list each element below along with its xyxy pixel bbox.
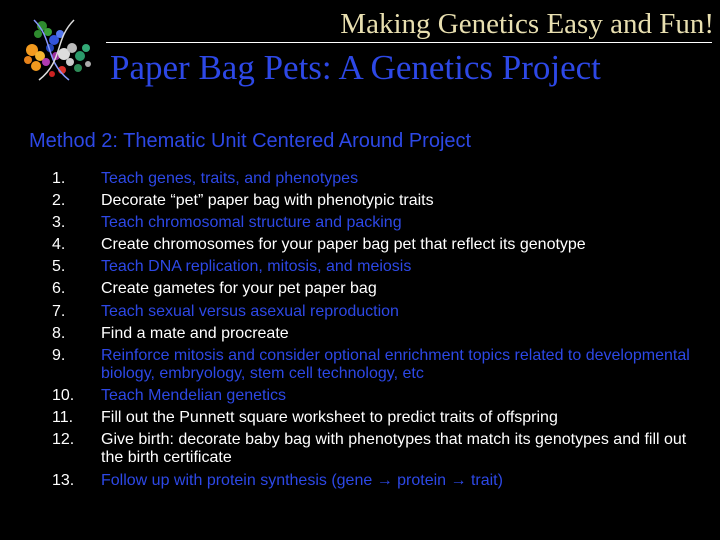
steps-list — [0, 170, 720, 494]
method-heading: Method 2: Thematic Unit Centered Around Project — [29, 130, 472, 152]
step-text: Follow up with protein synthesis (gene → protein → trait) — [101, 471, 503, 489]
step-text: Create chromosomes for your paper bag pet that reflect its genotype — [101, 236, 586, 254]
step-number: 8. — [52, 324, 66, 342]
step-text: Create gametes for your pet paper bag — [101, 280, 377, 298]
step-text: Decorate “pet” paper bag with phenotypic traits — [101, 192, 434, 210]
step-text: Teach Mendelian genetics — [101, 387, 287, 405]
step-number: 6. — [52, 280, 66, 298]
step-number: 10. — [52, 387, 75, 405]
step-item — [0, 258, 720, 276]
step-item — [0, 236, 720, 254]
step-number: 12. — [52, 431, 75, 449]
step-text: Teach DNA replication, mitosis, and meiosis — [101, 258, 412, 276]
step-number: 13. — [52, 471, 75, 489]
step-item — [0, 325, 720, 343]
dna-logo-icon — [14, 10, 106, 90]
step-text: Find a mate and procreate — [101, 324, 289, 342]
step-number: 4. — [52, 236, 66, 254]
step-text: Teach chromosomal structure and packing — [101, 214, 402, 232]
step-item — [0, 409, 720, 427]
step-text: Fill out the Punnett square worksheet to predict traits of offspring — [101, 409, 558, 427]
step-text: Teach genes, traits, and phenotypes — [101, 170, 359, 187]
step-number: 2. — [52, 192, 66, 210]
step-item — [0, 170, 720, 188]
step-item — [0, 431, 720, 467]
step-item — [0, 214, 720, 232]
step-number: 7. — [52, 302, 66, 320]
step-number: 9. — [52, 346, 66, 364]
step-number: 3. — [52, 214, 66, 232]
step-text: Give birth: decorate baby bag with phenotypes that match its genotypes and fill out the birth certificate — [101, 431, 687, 467]
step-number: 11. — [52, 409, 74, 427]
step-number: 5. — [52, 258, 66, 276]
step-item — [0, 387, 720, 405]
page-title: Paper Bag Pets: A Genetics Project — [110, 48, 601, 87]
step-item — [0, 303, 720, 321]
step-number: 1. — [52, 170, 66, 187]
header-subtitle: Making Genetics Easy and Fun! — [340, 8, 714, 40]
step-item — [0, 472, 720, 490]
step-item — [0, 347, 720, 383]
step-text: Reinforce mitosis and consider optional enrichment topics related to developmental biology, embryology, stem cell technology, etc — [101, 346, 690, 382]
step-item — [0, 192, 720, 210]
header-rule — [106, 42, 712, 43]
step-text: Teach sexual versus asexual reproduction — [101, 302, 399, 320]
step-item — [0, 280, 720, 298]
